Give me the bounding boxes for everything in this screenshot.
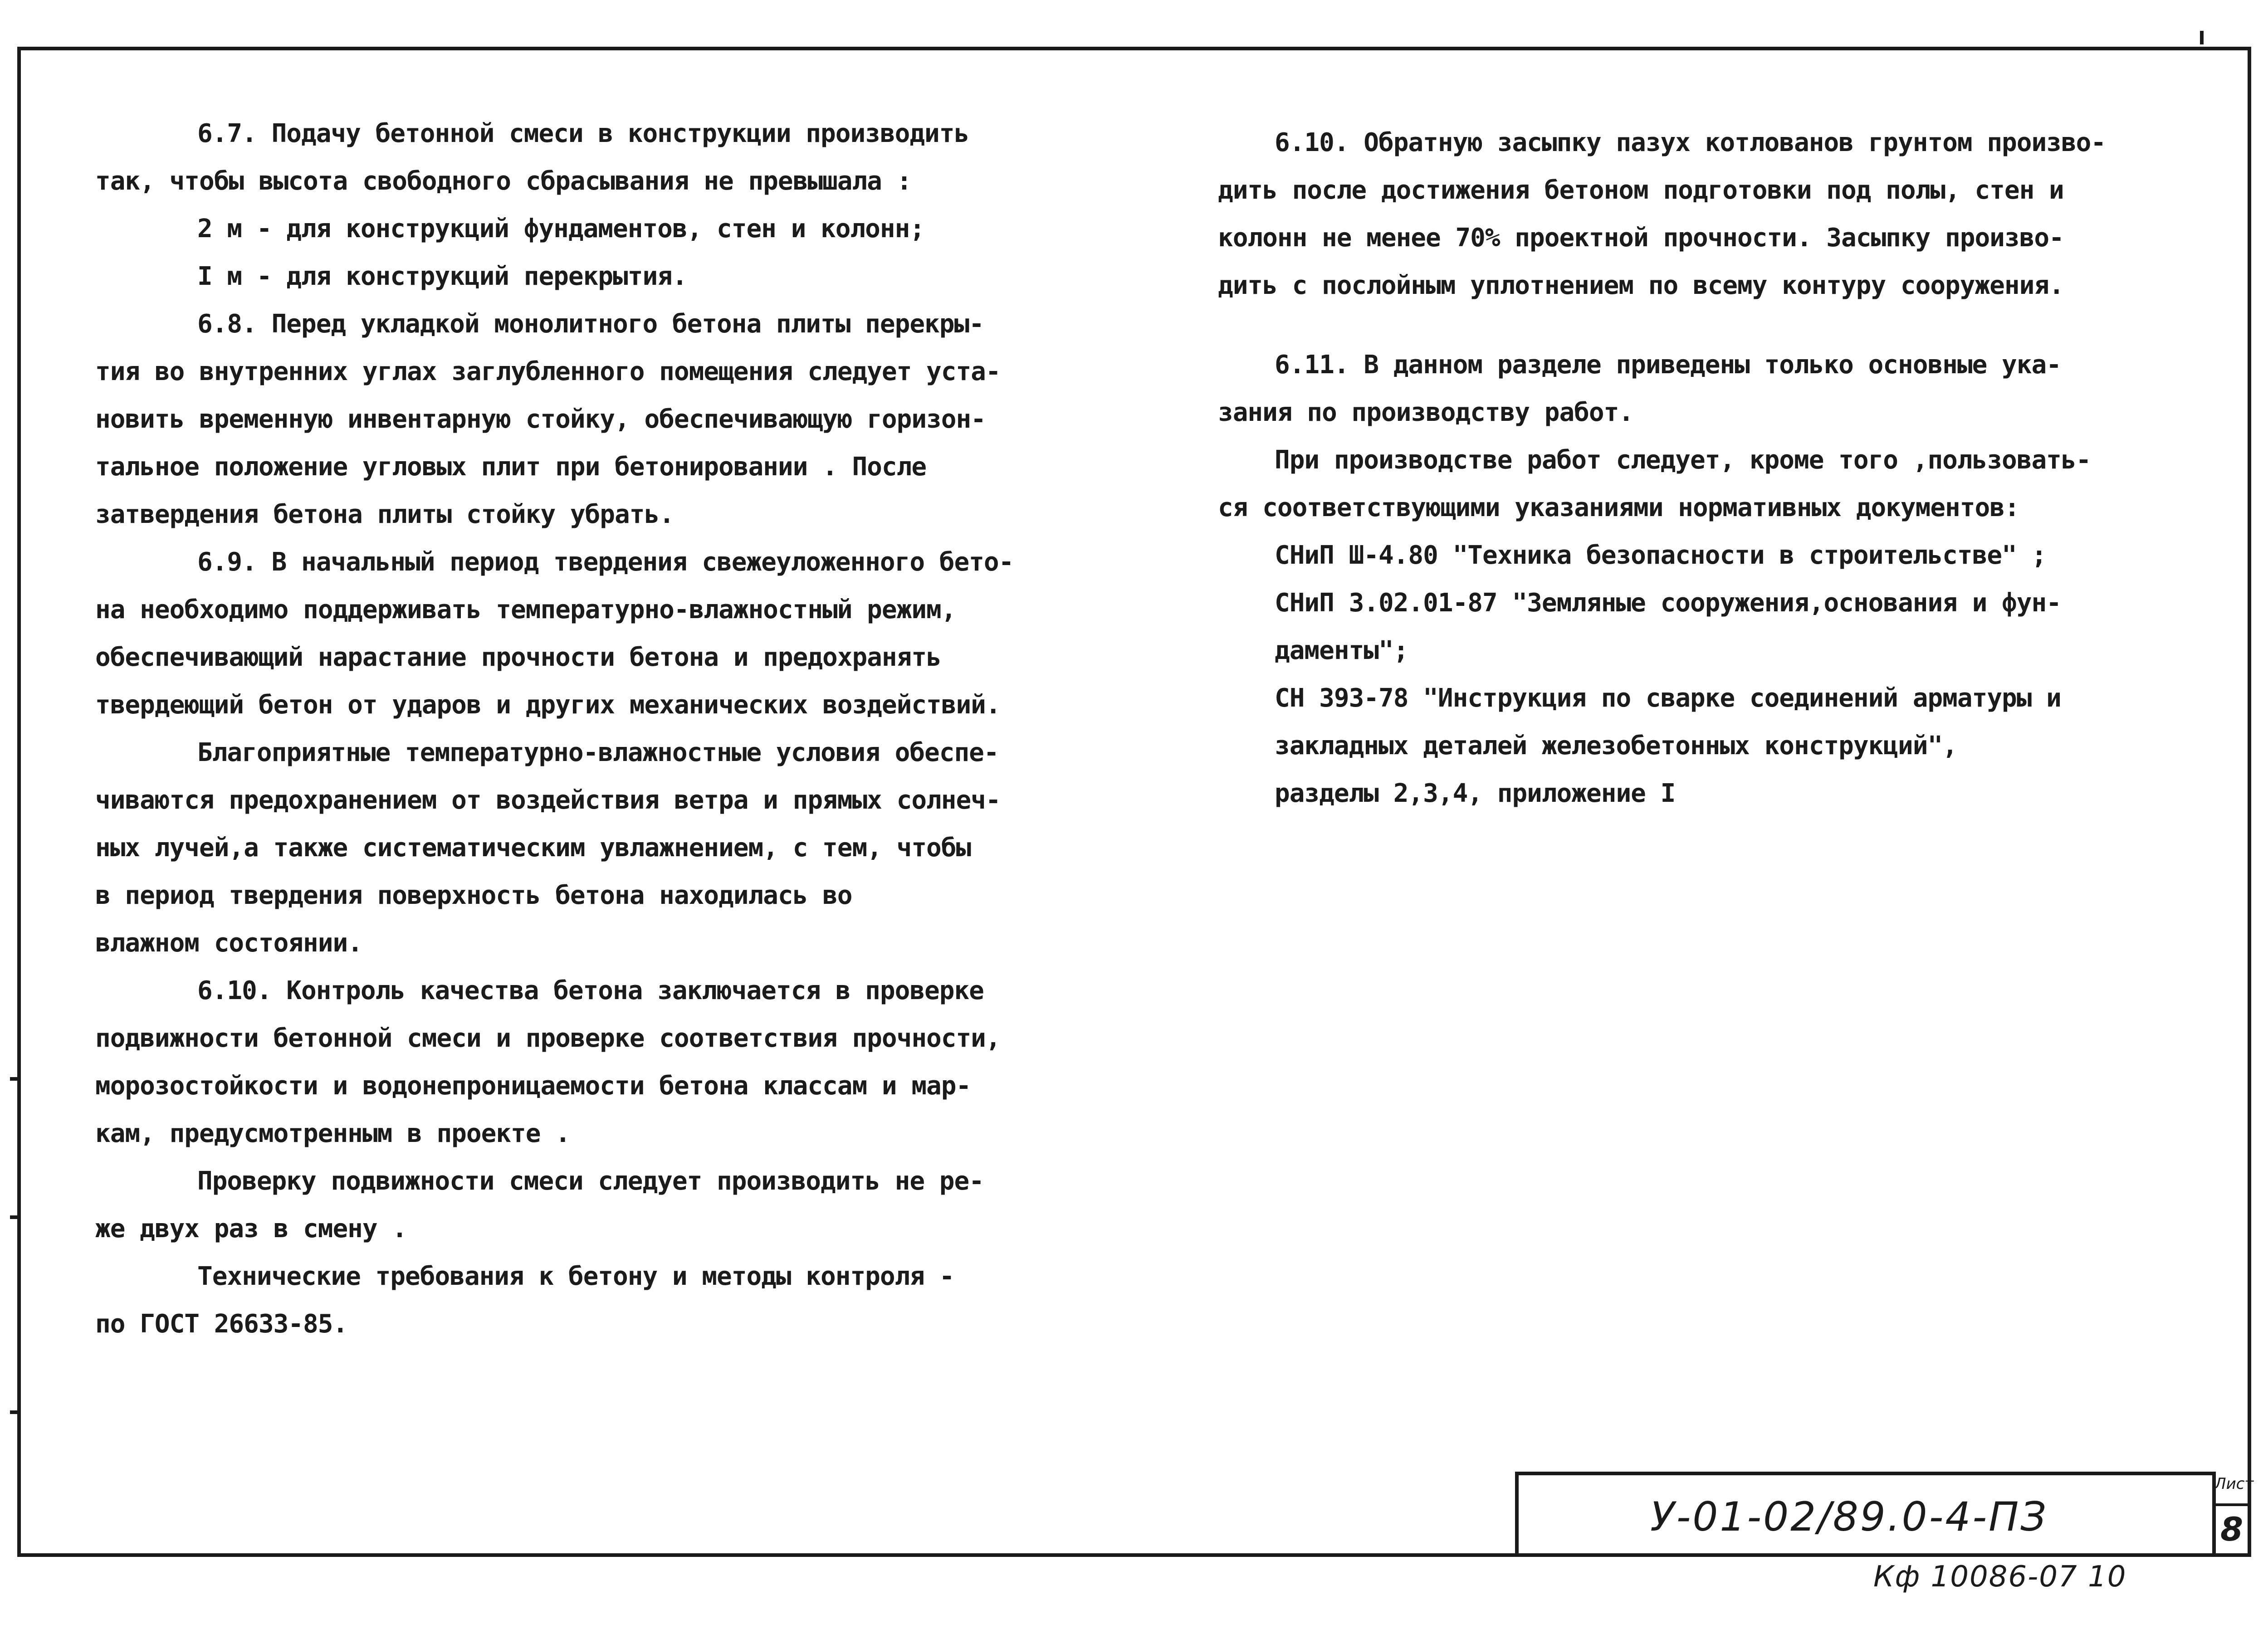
text-line: СНиП Ш-4.80 "Техника безопасности в строительстве" ; (1275, 541, 2047, 570)
text-line: 6.10. Контроль качества бетона заключается в проверке (197, 976, 984, 1005)
text-line: СН 393-78 "Инструкция по сварке соединений арматуры и (1275, 683, 2061, 713)
text-line: При производстве работ следует, кроме того ,пользовать- (1275, 445, 2091, 475)
binding-tick (10, 1077, 21, 1081)
document-code: У-01-02/89.0-4-ПЗ (1650, 1493, 2048, 1540)
text-line: на необходимо поддерживать температурно-влажностный режим, (95, 595, 956, 624)
archive-number: Кф 10086-07 10 (1873, 1560, 2127, 1594)
text-line: даменты"; (1275, 636, 1408, 665)
text-line: I м - для конструкций перекрытия. (197, 262, 687, 291)
title-block (1515, 1472, 2212, 1557)
sheet-number: 8 (2220, 1510, 2244, 1548)
binding-tick (10, 1410, 21, 1414)
text-line: тальное положение угловых плит при бетонировании . После (95, 452, 927, 482)
text-line: Благоприятные температурно-влажностные условия обеспе- (197, 738, 999, 767)
text-line: твердеющий бетон от ударов и других механических воздействий. (95, 690, 1001, 720)
text-line: СНиП 3.02.01-87 "Земляные сооружения,основания и фун- (1275, 588, 2061, 618)
text-line: дить с послойным уплотнением по всему контуру сооружения. (1218, 271, 2064, 300)
text-line: 6.7. Подачу бетонной смеси в конструкции производить (197, 119, 969, 148)
text-line: подвижности бетонной смеси и проверке соответствия прочности, (95, 1024, 1001, 1053)
text-line: Технические требования к бетону и методы контроля - (197, 1262, 954, 1291)
text-line: Проверку подвижности смеси следует производить не ре- (197, 1166, 984, 1196)
text-line: колонн не менее 70% проектной прочности. Засыпку произво- (1218, 223, 2064, 253)
text-line: влажном состоянии. (95, 928, 362, 958)
sheet-label: Лист (2214, 1475, 2254, 1493)
text-line: кам, предусмотренным в проекте . (95, 1119, 570, 1148)
text-line: 2 м - для конструкций фундаментов, стен и колонн; (197, 214, 925, 244)
binding-tick (10, 1215, 21, 1219)
text-line: разделы 2,3,4, приложение I (1275, 779, 1676, 808)
sheet-divider (2212, 1503, 2251, 1506)
text-line: затвердения бетона плиты стойку убрать. (95, 500, 674, 529)
text-line: закладных деталей железобетонных конструкций", (1275, 731, 1957, 761)
text-line: 6.11. В данном разделе приведены только основные ука- (1275, 350, 2061, 380)
text-line: 6.9. В начальный период твердения свежеуложенного бето- (197, 547, 1014, 577)
text-line: 6.10. Обратную засыпку пазух котлованов грунтом произво- (1275, 128, 2106, 157)
text-line: тия во внутренних углах заглубленного помещения следует уста- (95, 357, 1001, 386)
text-line: морозостойкости и водонепроницаемости бетона классам и мар- (95, 1071, 971, 1101)
text-line: дить после достижения бетоном подготовки под полы, стен и (1218, 176, 2064, 205)
text-line: так, чтобы высота свободного сбрасывания не превышала : (95, 166, 912, 196)
corner-tick (2200, 31, 2204, 44)
text-line: же двух раз в смену . (95, 1214, 407, 1244)
text-line: 6.8. Перед укладкой монолитного бетона плиты перекры- (197, 309, 984, 339)
text-line: чиваются предохранением от воздействия ветра и прямых солнеч- (95, 785, 1001, 815)
text-line: в период твердения поверхность бетона находилась во (95, 881, 852, 910)
right-text-column (1218, 119, 2106, 817)
text-line: ся соответствующими указаниями нормативных документов: (1218, 493, 2019, 522)
text-line: по ГОСТ 26633-85. (95, 1309, 348, 1339)
text-line: обеспечивающий нарастание прочности бетона и предохранять (95, 643, 941, 672)
text-line: зания по производству работ. (1218, 398, 1634, 427)
left-text-column (95, 110, 1013, 1348)
text-line: новить временную инвентарную стойку, обеспечивающую горизон- (95, 405, 986, 434)
text-line: ных лучей,а также систематическим увлажнением, с тем, чтобы (95, 833, 971, 863)
